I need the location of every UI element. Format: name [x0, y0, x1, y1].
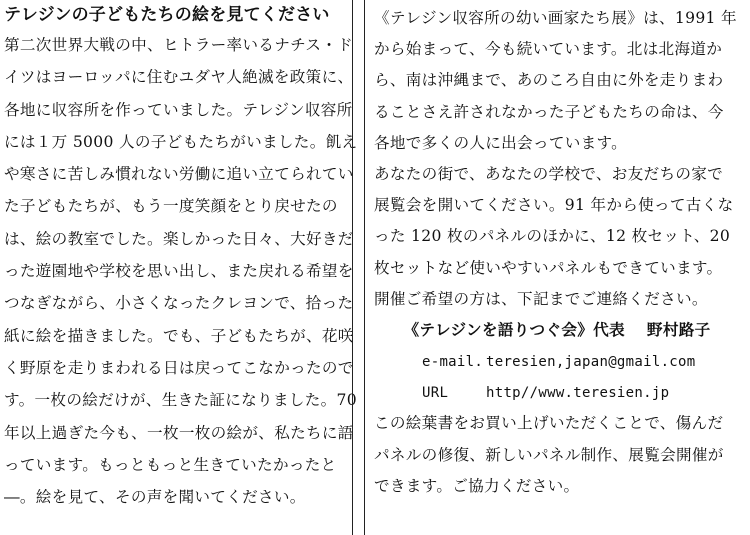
right-line: パネルの修復、新しいパネル制作、展覧会開催が	[374, 445, 724, 464]
right-line: ら、南は沖縄まで、あのころ自由に外を走りまわ	[374, 71, 724, 90]
left-line: つなぎながら、小さくなったクレヨンで、拾った	[4, 294, 354, 313]
right-line: った 120 枚のパネルのほかに、12 枚セット、20	[374, 227, 731, 246]
left-line: す。一枚の絵だけが、生きた証になりました。70	[4, 391, 357, 410]
left-line: 年以上過ぎた今も、一枚一枚の絵が、私たちに語	[4, 423, 354, 442]
right-line: 《テレジン収容所の幼い画家たち展》は、1991 年	[374, 9, 737, 27]
organization-name: 《テレジンを語りつぐ会》代表	[403, 320, 625, 339]
column-divider-right	[364, 0, 365, 535]
left-line: 各地に収容所を作っていました。テレジン収容所	[4, 100, 353, 119]
right-line: 展覧会を開いてください。91 年から使って古くな	[374, 196, 734, 215]
left-line: には１万 5000 人の子どもたちがいました。飢え	[4, 132, 358, 151]
left-body	[4, 29, 358, 513]
left-line: は、絵の教室でした。楽しかった日々、大好きだ	[4, 229, 354, 248]
representative-name: 野村路子	[646, 320, 711, 339]
column-divider-left	[352, 0, 353, 535]
email-row	[374, 346, 750, 377]
left-line: く野原を走りまわれる日は戻ってこなかったので	[4, 358, 354, 377]
right-line: 開催ご希望の方は、下記までご連絡ください。	[374, 289, 708, 308]
left-line: イツはヨーロッパに住むユダヤ人絶滅を政策に、	[4, 68, 354, 87]
right-line: この絵葉書をお買い上げいただくことで、傷んだ	[374, 414, 724, 433]
right-line: ることさえ許されなかった子どもたちの命は、今	[374, 102, 724, 121]
left-line: った遊園地や学校を思い出し、また戻れる希望を	[4, 262, 354, 281]
email-label: e-mail.	[422, 354, 484, 371]
url-row	[374, 377, 750, 408]
right-line: から始まって、今も続いています。北は北海道か	[374, 40, 723, 59]
website-url[interactable]: http//www.teresien.jp	[486, 385, 670, 402]
url-label: URL	[422, 385, 449, 402]
left-line: ―。絵を見て、その声を聞いてください。	[4, 488, 306, 507]
right-line: 各地で多くの人に出会っています。	[374, 133, 628, 152]
right-line: できます。ご協力ください。	[374, 476, 580, 495]
email-address[interactable]: teresien,japan@gmail.com	[486, 354, 696, 371]
right-closing	[374, 408, 750, 502]
organization-line	[374, 315, 750, 346]
left-line: 第二次世界大戦の中、ヒトラー率いるナチス・ド	[4, 36, 354, 54]
right-intro	[374, 3, 750, 315]
left-line: や寒さに苦しみ慣れない労働に追い立てられてい	[4, 165, 354, 184]
left-line: っています。もっともっと生きていたかったと	[4, 455, 337, 474]
left-title: テレジンの子どもたちの絵を見てください	[4, 5, 330, 25]
right-line: あなたの街で、あなたの学校で、お友だちの家で	[374, 164, 724, 183]
left-line: た子どもたちが、もう一度笑顔をとり戻せたの	[4, 197, 338, 216]
left-column	[0, 0, 358, 535]
left-line: 紙に絵を描きました。でも、子どもたちが、花咲	[4, 326, 354, 345]
right-line: 枚セットなど使いやすいパネルもできています。	[374, 258, 723, 277]
right-column	[368, 0, 750, 535]
